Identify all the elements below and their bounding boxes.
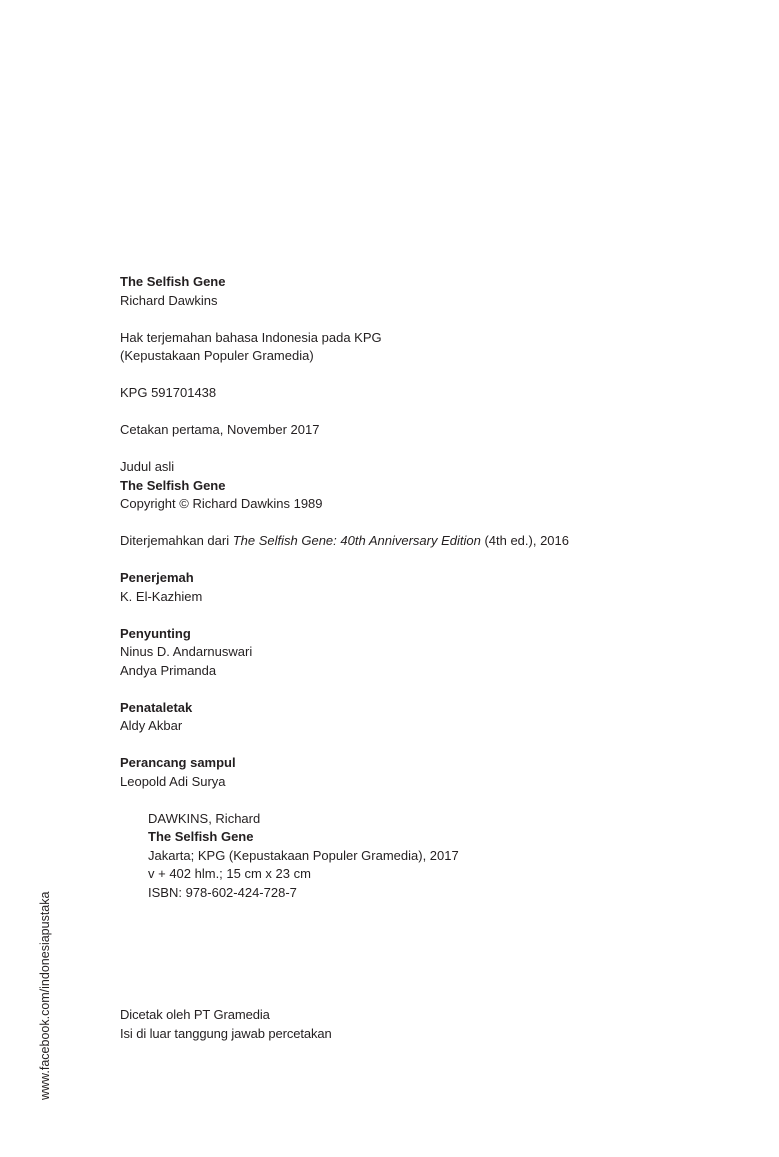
credit-name-cover-designer: Leopold Adi Surya <box>120 773 226 789</box>
credit-role-cover-designer: Perancang sampul <box>120 755 236 770</box>
cip-author: DAWKINS, Richard <box>148 810 261 826</box>
catalog-number: KPG 591701438 <box>120 385 217 400</box>
credit-role-editor: Penyunting <box>120 625 191 641</box>
translated-from <box>120 532 740 551</box>
copyright-page-content <box>120 273 740 902</box>
printer-footer <box>120 1006 332 1043</box>
cip-publisher: Jakarta; KPG (Kepustakaan Populer Gramedia), 2017 <box>148 847 459 863</box>
book-title: The Selfish Gene <box>120 274 226 289</box>
credit-role-layout: Penataletak <box>120 699 193 715</box>
credit-name-editor-2: Andya Primanda <box>120 662 217 678</box>
rights-line-1: Hak terjemahan bahasa Indonesia pada KPG <box>120 329 382 345</box>
catalog-in-publication-block <box>120 810 740 903</box>
translated-from-prefix: Diterjemahkan dari <box>120 533 233 548</box>
credit-name-editor-1: Ninus D. Andarnuswari <box>120 644 253 659</box>
printer-disclaimer: Isi di luar tanggung jawab percetakan <box>120 1025 332 1041</box>
credit-role-translator: Penerjemah <box>120 570 194 585</box>
credit-name-layout: Aldy Akbar <box>120 718 183 733</box>
printer-name: Dicetak oleh PT Gramedia <box>120 1007 270 1022</box>
side-watermark-url: www.facebook.com/indonesiapustaka <box>38 891 52 1100</box>
original-title: The Selfish Gene <box>120 477 226 493</box>
credit-name-translator: K. El-Kazhiem <box>120 588 203 604</box>
cip-title: The Selfish Gene <box>148 829 254 844</box>
cip-isbn: ISBN: 978-602-424-728-7 <box>148 884 297 900</box>
translated-from-suffix: (4th ed.), 2016 <box>480 533 569 548</box>
original-title-label: Judul asli <box>120 459 175 474</box>
translated-from-title: The Selfish Gene: 40th Anniversary Edition <box>232 533 481 548</box>
book-author: Richard Dawkins <box>120 292 218 308</box>
rights-line-2: (Kepustakaan Populer Gramedia) <box>120 348 314 363</box>
copyright-notice: Copyright © Richard Dawkins 1989 <box>120 496 323 511</box>
printing-edition: Cetakan pertama, November 2017 <box>120 422 320 437</box>
cip-physical-description: v + 402 hlm.; 15 cm x 23 cm <box>148 866 311 881</box>
